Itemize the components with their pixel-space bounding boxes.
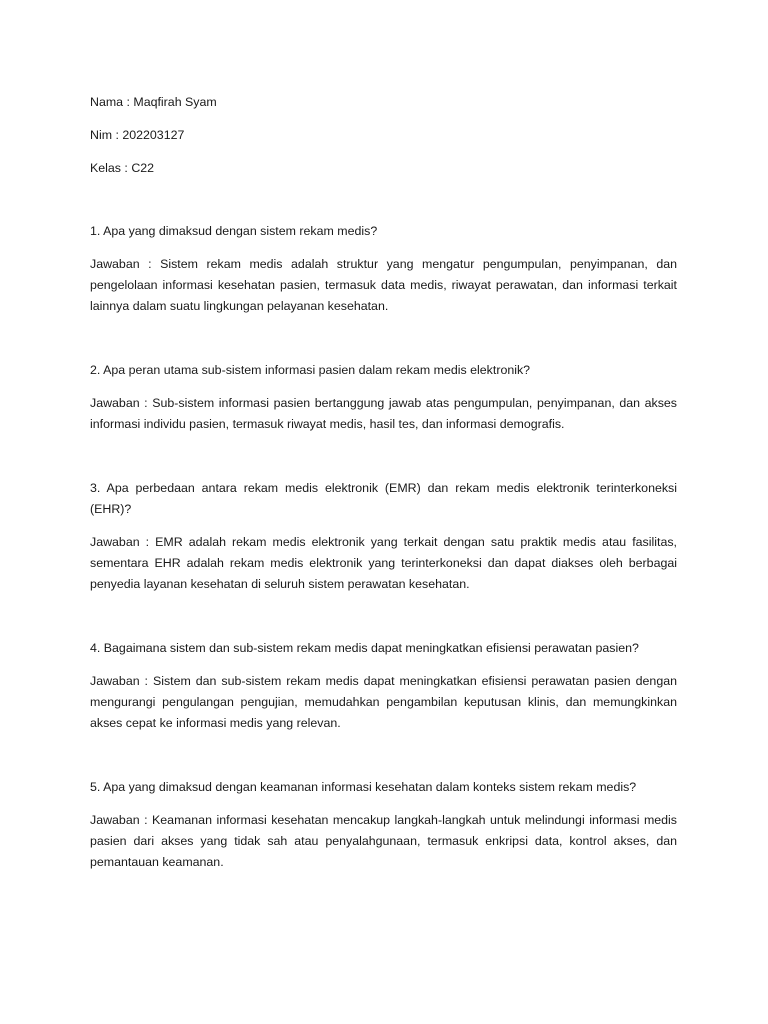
answer-3: Jawaban : EMR adalah rekam medis elektronik yang terkait dengan satu praktik medis atau fasilitas, sementara EHR adalah rekam medis elektronik yang terinterkoneksi dan dapat diakses oleh berbagai penyedia layanan kesehatan di seluruh sistem perawatan kesehatan. [90, 535, 677, 591]
student-name: Nama : Maqfirah Syam [90, 95, 217, 109]
answer-1: Jawaban : Sistem rekam medis adalah struktur yang mengatur pengumpulan, penyimpanan, dan pengelolaan informasi kesehatan pasien, termasuk data medis, riwayat perawatan, dan informasi terkait lainnya dalam suatu lingkungan pelayanan kesehatan. [90, 257, 677, 313]
answer-2: Jawaban : Sub-sistem informasi pasien bertanggung jawab atas pengumpulan, penyimpanan, dan akses informasi individu pasien, termasuk riwayat medis, hasil tes, dan informasi demografis. [90, 396, 677, 431]
qa-item-4 [90, 638, 677, 734]
qa-item-5 [90, 777, 677, 873]
qa-item-3 [90, 478, 677, 595]
document-body [90, 92, 677, 873]
answer-4: Jawaban : Sistem dan sub-sistem rekam medis dapat meningkatkan efisiensi perawatan pasien dengan mengurangi pengulangan pengujian, memudahkan pengambilan keputusan klinis, dan memungkinkan akses cepat ke informasi medis yang relevan. [90, 674, 677, 730]
student-class: Kelas : C22 [90, 161, 155, 175]
question-2: 2. Apa peran utama sub-sistem informasi pasien dalam rekam medis elektronik? [90, 363, 531, 377]
question-5: 5. Apa yang dimaksud dengan keamanan informasi kesehatan dalam konteks sistem rekam medis? [90, 780, 637, 794]
student-nim: Nim : 202203127 [90, 128, 185, 142]
qa-item-2 [90, 360, 677, 435]
answer-5: Jawaban : Keamanan informasi kesehatan mencakup langkah-langkah untuk melindungi informasi medis pasien dari akses yang tidak sah atau penyalahgunaan, termasuk enkripsi data, kontrol akses, dan pemantauan keamanan. [90, 813, 677, 869]
question-3: 3. Apa perbedaan antara rekam medis elektronik (EMR) dan rekam medis elektronik terinterkoneksi (EHR)? [90, 481, 677, 516]
question-1: 1. Apa yang dimaksud dengan sistem rekam medis? [90, 224, 378, 238]
question-4: 4. Bagaimana sistem dan sub-sistem rekam medis dapat meningkatkan efisiensi perawatan pasien? [90, 641, 639, 655]
qa-item-1 [90, 221, 677, 317]
